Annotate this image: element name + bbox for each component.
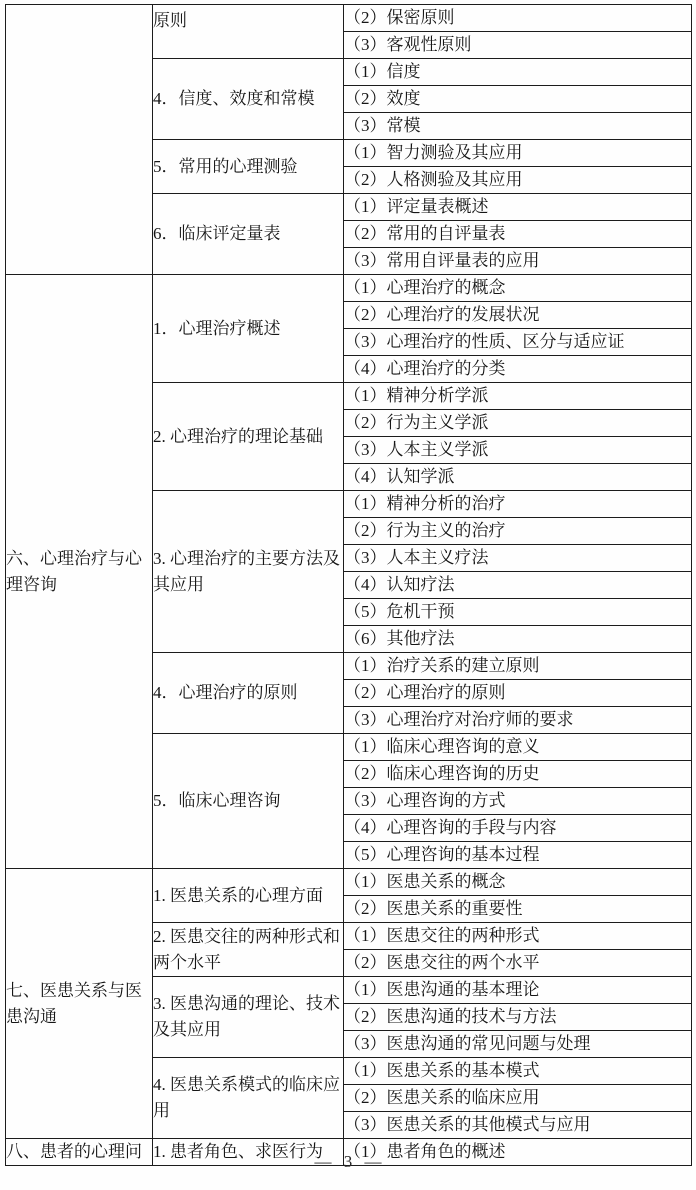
item-cell: （3）客观性原则	[344, 32, 692, 59]
item-cell: （1）信度	[344, 59, 692, 86]
item-cell: （3）心理治疗的性质、区分与适应证	[344, 329, 692, 356]
item-cell: （2）医患关系的重要性	[344, 896, 692, 923]
page-number: — 3 —	[314, 1152, 382, 1171]
group-cell: 原则	[153, 5, 344, 59]
group-cell: 1. 患者角色、求医行为	[153, 1139, 344, 1166]
section-cell: 七、医患关系与医患沟通	[6, 869, 153, 1139]
item-cell: （2）效度	[344, 86, 692, 113]
syllabus-table	[5, 4, 692, 1166]
item-cell: （1）评定量表概述	[344, 194, 692, 221]
item-cell: （3）医患关系的其他模式与应用	[344, 1112, 692, 1139]
group-cell: 1. 医患关系的心理方面	[153, 869, 344, 923]
item-cell: （3）医患沟通的常见问题与处理	[344, 1031, 692, 1058]
item-cell: （2）医患关系的临床应用	[344, 1085, 692, 1112]
item-cell: （1）医患沟通的基本理论	[344, 977, 692, 1004]
section-cell: 八、患者的心理问	[6, 1139, 153, 1166]
item-cell: （1）精神分析的治疗	[344, 491, 692, 518]
item-cell: （4）认知学派	[344, 464, 692, 491]
item-cell: （2）常用的自评量表	[344, 221, 692, 248]
item-cell: （1）临床心理咨询的意义	[344, 734, 692, 761]
item-cell: （1）医患交往的两种形式	[344, 923, 692, 950]
item-cell: （6）其他疗法	[344, 626, 692, 653]
group-cell: 4．信度、效度和常模	[153, 59, 344, 140]
group-cell: 3. 心理治疗的主要方法及其应用	[153, 491, 344, 653]
item-cell: （3）心理治疗对治疗师的要求	[344, 707, 692, 734]
item-cell: （1）智力测验及其应用	[344, 140, 692, 167]
item-cell: （2）临床心理咨询的历史	[344, 761, 692, 788]
item-cell: （4）认知疗法	[344, 572, 692, 599]
item-cell: （2）人格测验及其应用	[344, 167, 692, 194]
group-cell: 2. 心理治疗的理论基础	[153, 383, 344, 491]
section-cell: 六、心理治疗与心理咨询	[6, 275, 153, 869]
item-cell: （1）医患关系的基本模式	[344, 1058, 692, 1085]
group-cell: 6．临床评定量表	[153, 194, 344, 275]
item-cell: （2）心理治疗的发展状况	[344, 302, 692, 329]
item-cell: （5）心理咨询的基本过程	[344, 842, 692, 869]
item-cell: （1）心理治疗的概念	[344, 275, 692, 302]
item-cell: （3）人本主义学派	[344, 437, 692, 464]
item-cell: （3）常模	[344, 113, 692, 140]
item-cell: （2）医患交往的两个水平	[344, 950, 692, 977]
item-cell: （5）危机干预	[344, 599, 692, 626]
table-row	[6, 5, 692, 32]
group-cell: 5．常用的心理测验	[153, 140, 344, 194]
item-cell: （3）心理咨询的方式	[344, 788, 692, 815]
item-cell: （3）人本主义疗法	[344, 545, 692, 572]
group-cell: 5．临床心理咨询	[153, 734, 344, 869]
group-cell: 4．心理治疗的原则	[153, 653, 344, 734]
item-cell: （2）医患沟通的技术与方法	[344, 1004, 692, 1031]
section-cell	[6, 5, 153, 275]
item-cell: （1）治疗关系的建立原则	[344, 653, 692, 680]
group-cell: 1．心理治疗概述	[153, 275, 344, 383]
item-cell: （4）心理咨询的手段与内容	[344, 815, 692, 842]
group-cell: 2. 医患交往的两种形式和两个水平	[153, 923, 344, 977]
item-cell: （2）保密原则	[344, 5, 692, 32]
table-row	[6, 275, 692, 302]
table-row	[6, 869, 692, 896]
item-cell: （1）患者角色的概述	[344, 1139, 692, 1166]
item-cell: （2）行为主义学派	[344, 410, 692, 437]
item-cell: （1）精神分析学派	[344, 383, 692, 410]
item-cell: （3）常用自评量表的应用	[344, 248, 692, 275]
group-cell: 3. 医患沟通的理论、技术及其应用	[153, 977, 344, 1058]
group-cell: 4. 医患关系模式的临床应用	[153, 1058, 344, 1139]
item-cell: （2）心理治疗的原则	[344, 680, 692, 707]
item-cell: （2）行为主义的治疗	[344, 518, 692, 545]
item-cell: （4）心理治疗的分类	[344, 356, 692, 383]
item-cell: （1）医患关系的概念	[344, 869, 692, 896]
